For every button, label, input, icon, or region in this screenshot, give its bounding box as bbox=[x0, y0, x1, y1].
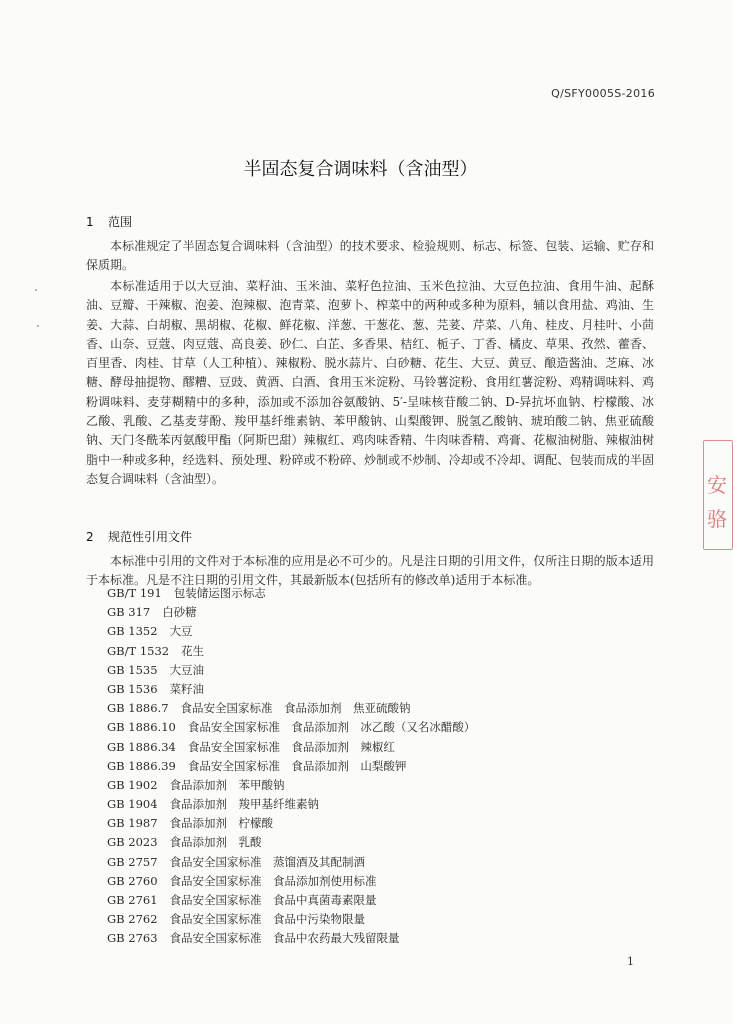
scan-speck bbox=[35, 289, 37, 291]
reference-item bbox=[107, 680, 475, 699]
reference-title: 白砂糖 bbox=[162, 605, 197, 620]
references-intro-paragraph: 本标准中引用的文件对于本标准的应用是必不可少的。凡是注日期的引用文件，仅所注日期的版本适用于本标准。凡是不注日期的引用文件，其最新版本(包括所有的修改单)适用于本标准。 bbox=[86, 554, 654, 588]
section-heading-normative-references bbox=[86, 528, 192, 545]
reference-code: GB 1535 bbox=[107, 662, 158, 677]
reference-item bbox=[107, 891, 475, 910]
reference-title: 食品安全国家标准 食品添加剂 辣椒红 bbox=[187, 739, 395, 754]
reference-code: GB 1904 bbox=[107, 797, 158, 812]
reference-code: GB 2763 bbox=[107, 931, 158, 946]
reference-title: 大豆 bbox=[169, 624, 193, 639]
reference-item bbox=[107, 584, 475, 603]
reference-title: 食品安全国家标准 食品添加剂使用标准 bbox=[169, 873, 377, 888]
reference-item bbox=[107, 738, 475, 757]
reference-item bbox=[107, 833, 475, 852]
reference-title: 食品安全国家标准 食品添加剂 山梨酸钾 bbox=[187, 758, 407, 773]
reference-code: GB 317 bbox=[107, 605, 151, 620]
reference-item bbox=[107, 699, 475, 718]
scope-paragraph-1: 本标准规定了半固态复合调味料（含油型）的技术要求、检验规则、标志、标签、包装、运输、贮存和保质期。 bbox=[86, 239, 654, 273]
reference-title: 食品安全国家标准 食品中污染物限量 bbox=[169, 912, 366, 927]
reference-item bbox=[107, 776, 475, 795]
reference-title: 食品安全国家标准 食品添加剂 冰乙酸（又名冰醋酸） bbox=[187, 720, 476, 735]
reference-code: GB 2023 bbox=[107, 835, 158, 850]
reference-item bbox=[107, 718, 475, 737]
reference-item bbox=[107, 603, 475, 622]
document-title: 半固态复合调味料（含油型） bbox=[243, 159, 478, 180]
reference-item bbox=[107, 757, 475, 776]
reference-code: GB 1352 bbox=[107, 624, 158, 639]
reference-item bbox=[107, 872, 475, 891]
standard-code: Q/SFY0005S-2016 bbox=[551, 87, 655, 100]
section-title: 规范性引用文件 bbox=[108, 530, 193, 544]
reference-code: GB 2761 bbox=[107, 893, 158, 907]
seal-character: 骆 bbox=[707, 507, 727, 531]
reference-title: 花生 bbox=[181, 643, 205, 658]
reference-title: 食品安全国家标准 蒸馏酒及其配制酒 bbox=[169, 854, 366, 869]
reference-item bbox=[107, 622, 475, 641]
reference-list bbox=[107, 584, 475, 949]
reference-code: GB/T 1532 bbox=[107, 643, 170, 658]
reference-item bbox=[107, 661, 475, 680]
reference-code: GB 2762 bbox=[107, 912, 158, 927]
reference-code: GB 1886.10 bbox=[107, 720, 176, 735]
reference-item bbox=[107, 795, 475, 814]
reference-title: 食品添加剂 苯甲酸钠 bbox=[169, 777, 285, 792]
page-number: 1 bbox=[627, 955, 634, 968]
section-heading-scope bbox=[86, 213, 132, 230]
reference-title: 食品添加剂 乳酸 bbox=[169, 835, 262, 850]
section-number: 1 bbox=[86, 215, 94, 229]
section-number: 2 bbox=[86, 530, 94, 544]
scan-speck bbox=[37, 325, 39, 327]
reference-item bbox=[107, 814, 475, 833]
reference-item bbox=[107, 853, 475, 872]
seal-character: 安 bbox=[707, 473, 727, 497]
reference-title: 食品安全国家标准 食品中真菌毒素限量 bbox=[169, 893, 377, 907]
reference-title: 包装储运图示标志 bbox=[173, 586, 266, 600]
reference-code: GB 1886.34 bbox=[107, 739, 176, 754]
reference-title: 菜籽油 bbox=[169, 681, 205, 696]
reference-title: 大豆油 bbox=[169, 662, 205, 677]
reference-code: GB 1536 bbox=[107, 681, 158, 696]
reference-title: 食品添加剂 羧甲基纤维素钠 bbox=[169, 797, 320, 812]
reference-title: 食品安全国家标准 食品添加剂 焦亚硫酸钠 bbox=[180, 701, 411, 716]
reference-code: GB 2757 bbox=[107, 854, 158, 869]
reference-code: GB 2760 bbox=[107, 873, 158, 888]
scope-paragraph-2: 本标准适用于以大豆油、菜籽油、玉米油、菜籽色拉油、玉米色拉油、大豆色拉油、食用牛油、起酥油、豆瓣、干辣椒、泡姜、泡辣椒、泡青菜、泡萝卜、榨菜中的两种或多种为原料，辅以食用盐、鸡油、生姜、大蒜、白胡椒、黑胡椒、花椒、鲜花椒、洋葱、干葱花、葱、芫荽、芹菜、八角、桂皮、月桂叶、小茴香、山奈、豆蔻、肉豆蔻、高良姜、砂仁、白芷、多香果、桔红、栀子、丁香、橘皮、草果、孜然、藿香、百里香、肉桂、甘草（人工种植）、辣椒粉、脱水蒜片、白砂糖、花生、大豆、黄豆、酿造酱油、芝麻、冰糖、酵母抽提物、醪糟、豆豉、黄酒、白酒、食用玉米淀粉、马铃薯淀粉、食用红薯淀粉、鸡精调味料、鸡粉调味料、麦芽糊精中的多种，添加或不添加谷氨酸钠、5′-呈味核苷酸二钠、D-异抗坏血钠、柠檬酸、冰乙酸、乳酸、乙基麦芽酚、羧甲基纤维素钠、苯甲酸钠、山梨酸钾、脱氢乙酸钠、琥珀酸二钠、焦亚硫酸钠、天门冬酰苯丙氨酸甲酯（阿斯巴甜）辣椒红、鸡肉味香精、牛肉味香精、鸡膏、花椒油树脂、辣椒油树脂中一种或多种，经选料、预处理、粉碎或不粉碎、炒制或不炒制、冷却或不冷却、调配、包装而成的半固态复合调味料（含油型）。 bbox=[86, 279, 654, 486]
reference-code: GB 1886.39 bbox=[107, 758, 176, 773]
reference-code: GB 1987 bbox=[107, 816, 158, 831]
reference-item bbox=[107, 929, 475, 948]
reference-code: GB 1902 bbox=[107, 777, 158, 792]
section-title: 范围 bbox=[108, 215, 133, 229]
reference-code: GB/T 191 bbox=[107, 586, 162, 600]
reference-title: 食品添加剂 柠檬酸 bbox=[169, 816, 274, 831]
reference-title: 食品安全国家标准 食品中农药最大残留限量 bbox=[169, 931, 400, 946]
reference-item bbox=[107, 910, 475, 929]
reference-code: GB 1886.7 bbox=[107, 701, 169, 716]
reference-item bbox=[107, 642, 475, 661]
seal-stamp bbox=[703, 440, 727, 550]
